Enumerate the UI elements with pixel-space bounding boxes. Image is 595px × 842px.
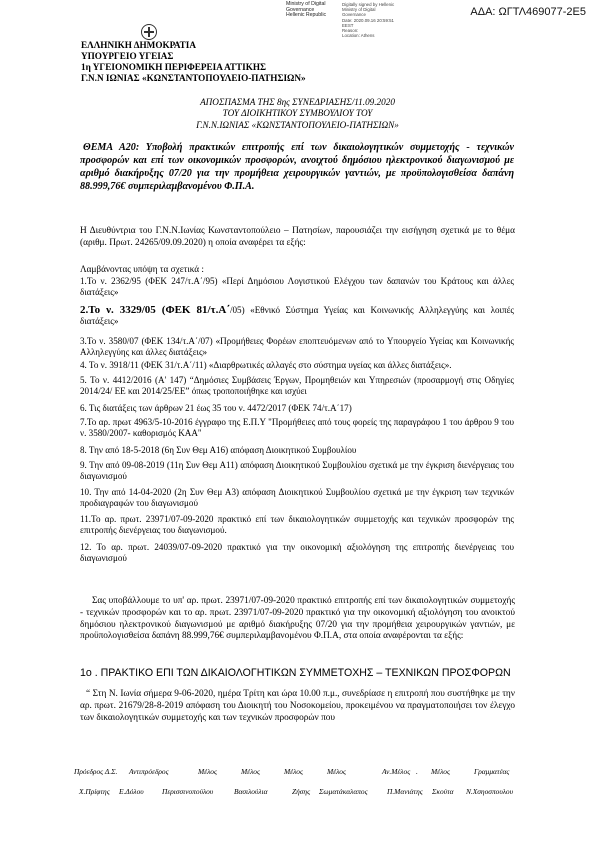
- stamp-line: Date: 2020.09.16 20:59:51: [342, 17, 394, 23]
- signature-name: Σκούτα: [432, 787, 454, 796]
- stamp-line: Location: Athens: [342, 33, 375, 39]
- signature-name: Περισσινοπούλου: [162, 787, 214, 796]
- signature-role: Πρόεδρος Δ.Σ.: [74, 767, 118, 776]
- header-ministry: ΥΠΟΥΡΓΕΙΟ ΥΓΕΙΑΣ: [81, 51, 174, 61]
- signature-role: Αν.Μέλος: [382, 767, 411, 776]
- stamp-line: Ministry of Digital: [286, 1, 326, 7]
- submission-paragraph: Σας υποβάλλουμε το υπ' αρ. πρωτ. 23971/07-09-2020 πρακτικό επιτροπής επί των δικαιολογητικών συμμετοχής - τεχνικών προσφορών και το αρ. πρωτ. 23971/07-09-2020 πρακτικό για την οικονομική αξιολόγηση του ανοικτού δημόσιου ηλεκτρονικού διαγωνισμού με αριθμό διακήρυξης 07/20 για την προμήθεια χειρουργικών γαντιών, με προϋπολογισθείσα δαπάνη 88.999,76€ συμπεριλαμβανομένου Φ.Π.Α, στα οποία αναφέρονται τα εξής:: [80, 596, 515, 642]
- extract-hospital: Γ.Ν.Ν.ΙΩΝΙΑΣ «ΚΩΝΣΤΑΝΤΟΠΟΥΛΕΙΟ-ΠΑΤΗΣΙΩΝ»: [196, 120, 399, 130]
- list-item: 6. Τις διατάξεις των άρθρων 21 έως 35 του ν. 4472/2017 (ΦΕΚ 74/τ.Α΄17): [80, 403, 352, 413]
- signature-role: Μέλος: [198, 767, 217, 776]
- signature-name: Ζήσης: [292, 787, 311, 796]
- signature-role: Μέλος: [284, 767, 303, 776]
- signature-role: Μέλος: [431, 767, 450, 776]
- signature-names-row: [74, 787, 544, 797]
- list-item: 7.Το αρ. πρωτ 4963/5-10-2016 έγγραφο της Ε.Π.Υ "Προμήθειες από τους φορείς της παραγράφου 1 του άρθρου 9 του ν. 3580/2007- καθορισμός ΚΑΑ": [80, 417, 514, 439]
- stamp-line: Hellenic Republic: [286, 12, 327, 19]
- list-item: 9. Την από 09-08-2019 (11η Συν Θεμ Α11) απόφαση Διοικητικού Συμβουλίου σχετικά με την έγκριση διενέργειας του διαγωνισμού: [80, 460, 514, 482]
- list-item: 3.Το ν. 3580/07 (ΦΕΚ 134/τ.Α΄/07) «Προμήθειες Φορέων εποπτευόμενων από το Υπουργείο Υγείας και Κοινωνικής Αλληλεγγύης και άλλες διατάξεις»: [80, 336, 514, 358]
- ada-code: ΑΔΑ: ΩΓΤΛ469077-2Ε5: [470, 6, 586, 18]
- considering-label: Λαμβάνοντας υπόψη τα σχετικά :: [80, 264, 204, 274]
- signature-stamp-left: [286, 2, 338, 19]
- signature-name: Π.Μανιάτης: [387, 787, 423, 796]
- signature-role: .: [416, 767, 418, 776]
- list-item: 5. Το ν. 4412/2016 (Α' 147) “Δημόσιες Συμβάσεις Έργων, Προμηθειών και Υπηρεσιών (προσαρμογή στις Οδηγίες 2014/24/ ΕΕ και 2014/25/ΕΕ” όπως τροποποιήθηκε και ισχύει: [80, 375, 514, 397]
- list-item: [80, 305, 514, 328]
- header-region: 1η ΥΓΕΙΟΝΟΜΙΚΗ ΠΕΡΙΦΕΡΕΙΑ ΑΤΤΙΚΗΣ: [81, 62, 267, 72]
- signature-roles-row: [74, 767, 544, 777]
- signature-role: Αντιπρόεδρος: [129, 767, 169, 776]
- list-item: 10. Την από 14-04-2020 (2η Συν Θεμ Α3) απόφαση Διοικητικού Συμβουλίου σχετικά με την έγκριση των τεχνικών προδιαγραφών του διαγωνισμού: [80, 487, 514, 509]
- stamp-line: Ministry of Digital: [342, 7, 376, 13]
- signature-name: Βασιλούλια: [234, 787, 268, 796]
- list-item-bold-lead: 2.Το ν. 3329/05 (ΦΕΚ 81/τ.Α΄: [80, 304, 230, 316]
- greek-emblem-icon: [141, 24, 157, 40]
- list-item: 1.Το ν. 2362/95 (ΦΕΚ 247/τ.Α΄/95) «Περί Δημόσιου Λογιστικού Ελέγχου των δαπανών του Κράτους και άλλες διατάξεις»: [80, 276, 514, 298]
- list-item: 12. Το αρ. πρωτ. 24039/07-09-2020 πρακτικό για την οικονομική αξιολόγηση της επιτροπής διενέργειας του διαγωνισμού: [80, 542, 514, 564]
- section-title: 1ο . ΠΡΑΚΤΙΚΟ ΕΠΙ ΤΩΝ ΔΙΚΑΙΟΛΟΓΗΤΙΚΩΝ ΣΥΜΜΕΤΟΧΗΣ – ΤΕΧΝΙΚΩΝ ΠΡΟΣΦΟΡΩΝ: [80, 667, 511, 679]
- header-republic: ΕΛΛΗΝΙΚΗ ΔΗΜΟΚΡΑΤΙΑ: [81, 40, 196, 50]
- stamp-line: Reason:: [342, 28, 359, 34]
- stamp-line: Digitally signed by Hellenic: [342, 2, 395, 7]
- list-item: 8. Την από 18-5-2018 (6η Συν Θεμ Α16) απόφαση Διοικητικού Συμβουλίου: [80, 445, 357, 455]
- intro-paragraph: Η Διευθύντρια του Γ.Ν.Ν.Ιωνίας Κωνσταντοπούλειο – Πατησίων, παρουσιάζει την εισήγηση σχετικά με το θέμα (αριθμ. Πρωτ. 24265/09.09.2020) η οποία αναφέρει τα εξής:: [80, 226, 515, 248]
- stamp-line: Governance: [342, 12, 366, 18]
- subject-heading: ΘΕΜΑ Α20: Υποβολή πρακτικών επιτροπής επί των δικαιολογητικών συμμετοχής - τεχνικών προσφορών και επί των οικονομικών προσφορών, ανοιχτού δημόσιου ηλεκτρονικού διαγωνισμού με αριθμό διακήρυξης 07/20 για την προμήθεια χειρουργικών γαντιών, με προϋπολογισθείσα δαπάνη 88.999,76€ συμπεριλαμβανομένου Φ.Π.Α.: [80, 142, 514, 192]
- header-hospital: Γ.Ν.Ν ΙΩΝΙΑΣ «ΚΩΝΣΤΑΝΤΟΠΟΥΛΕΙΟ-ΠΑΤΗΣΙΩΝ»: [81, 73, 306, 83]
- signature-role: Μέλος: [327, 767, 346, 776]
- signature-role: Γραμματέας: [474, 767, 510, 776]
- list-item: 4. Το ν. 3918/11 (ΦΕΚ 31/τ.Α΄/11) «Διαρθρωτικές αλλαγές στο σύστημα υγείας και άλλες διατάξεις».: [80, 360, 452, 370]
- extract-board: ΤΟΥ ΔΙΟΙΚΗΤΙΚΟΥ ΣΥΜΒΟΥΛΙΟΥ ΤΟΥ: [222, 108, 373, 118]
- signature-name: Ν.Χσηοσπουλου: [466, 787, 514, 796]
- list-item: 11.Το αρ. πρωτ. 23971/07-09-2020 πρακτικό επί των δικαιολογητικών συμμετοχής και τεχνικών προσφορών της επιτροπής διενέργειας του διαγωνισμού.: [80, 514, 514, 536]
- extract-title: ΑΠΟΣΠΑΣΜΑ ΤΗΣ 8ης ΣΥΝΕΔΡΙΑΣΗΣ/11.09.2020: [200, 97, 395, 107]
- list-item-text: /05) «Εθνικό Σύστημα Υγείας και Κοινωνικής Αλληλεγγύης και λοιπές διατάξεις»: [80, 305, 515, 327]
- stamp-line: EEST: [342, 22, 354, 28]
- signature-name: Ε.Δόλου: [119, 787, 144, 796]
- stamp-line: Governance: [286, 6, 315, 13]
- signature-stamp-right: [342, 2, 412, 38]
- quote-paragraph: “ Στη Ν. Ιωνία σήμερα 9-06-2020, ημέρα Τρίτη και ώρα 10.00 π.μ., συνεδρίασε η επιτροπή που συστήθηκε με την αρ. πρωτ. 21679/28-8-2019 απόφαση του Διοικητή του Νοσοκομείου, προκειμένου να πραγματοποιήσει τον έλεγχο των δικαιολογητικών συμμετοχής και των τεχνικών προσφορών που: [80, 689, 515, 723]
- signature-name: Χ.Πρίφτης: [79, 787, 110, 796]
- signature-name: Σωματάκαλαπος: [319, 787, 368, 796]
- signature-role: Μέλος: [241, 767, 260, 776]
